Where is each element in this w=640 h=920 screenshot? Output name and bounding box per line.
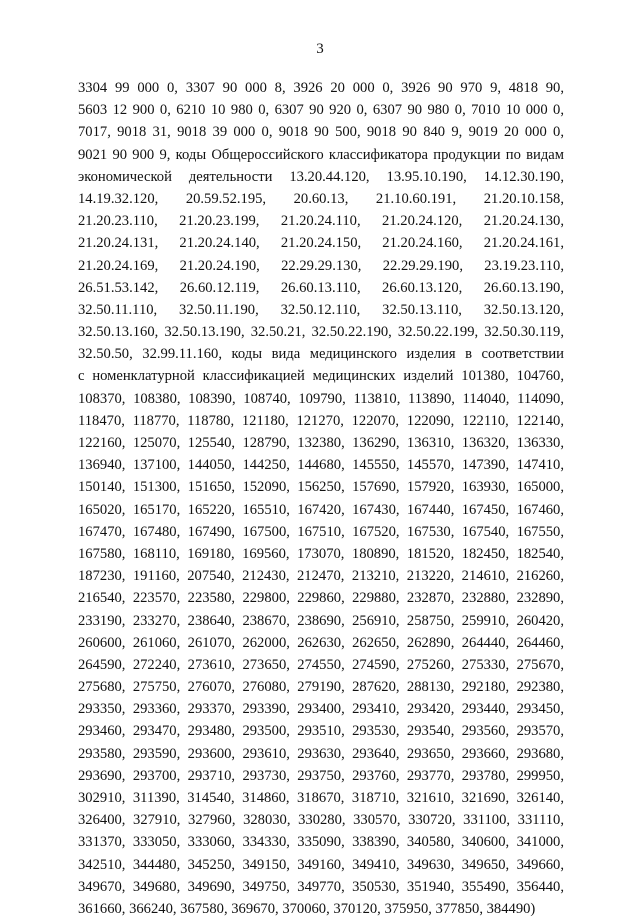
- text-line: 32.50.11.110, 32.50.11.190, 32.50.12.110, 32.50.13.110, 32.50.13.120,: [78, 301, 564, 318]
- text-line: 342510, 344480, 345250, 349150, 349160, 349410, 349630, 349650, 349660,: [78, 856, 564, 873]
- text-line: 167470, 167480, 167490, 167500, 167510, 167520, 167530, 167540, 167550,: [78, 523, 564, 540]
- text-line: 293690, 293700, 293710, 293730, 293750, 293760, 293770, 293780, 299950,: [78, 767, 564, 784]
- text-line: 264590, 272240, 273610, 273650, 274550, 274590, 275260, 275330, 275670,: [78, 656, 564, 673]
- text-line: 233190, 233270, 238640, 238670, 238690, 256910, 258750, 259910, 260420,: [78, 612, 564, 629]
- text-line: 260600, 261060, 261070, 262000, 262630, 262650, 262890, 264440, 264460,: [78, 634, 564, 651]
- text-line: 32.50.13.160, 32.50.13.190, 32.50.21, 32.50.22.190, 32.50.22.199, 32.50.30.119,: [78, 324, 564, 341]
- document-body-text: [78, 77, 564, 920]
- text-line: 3304 99 000 0, 3307 90 000 8, 3926 20 000 0, 3926 90 970 9, 4818 90,: [78, 80, 564, 96]
- text-line: экономической деятельности 13.20.44.120, 13.95.10.190, 14.12.30.190,: [78, 168, 564, 185]
- text-line: 118470, 118770, 118780, 121180, 121270, 122070, 122090, 122110, 122140,: [78, 412, 564, 429]
- text-line: 7017, 9018 31, 9018 39 000 0, 9018 90 500, 9018 90 840 9, 9019 20 000 0,: [78, 124, 564, 141]
- text-line: 167580, 168110, 169180, 169560, 173070, 180890, 181520, 182450, 182540,: [78, 545, 564, 562]
- text-line: 331370, 333050, 333060, 334330, 335090, 338390, 340580, 340600, 341000,: [78, 834, 564, 851]
- text-line: 150140, 151300, 151650, 152090, 156250, 157690, 157920, 163930, 165000,: [78, 479, 564, 496]
- text-line: 14.19.32.120, 20.59.52.195, 20.60.13, 21.10.60.191, 21.20.10.158,: [78, 190, 564, 207]
- text-line: 21.20.23.110, 21.20.23.199, 21.20.24.110, 21.20.24.120, 21.20.24.130,: [78, 213, 564, 230]
- text-line: 26.51.53.142, 26.60.12.119, 26.60.13.110, 26.60.13.120, 26.60.13.190,: [78, 279, 564, 296]
- text-line: 21.20.24.131, 21.20.24.140, 21.20.24.150, 21.20.24.160, 21.20.24.161,: [78, 235, 564, 252]
- text-line: 136940, 137100, 144050, 144250, 144680, 145550, 145570, 147390, 147410,: [78, 457, 564, 474]
- text-line: 361660, 366240, 367580, 369670, 370060, 370120, 375950, 377850, 384490): [78, 900, 536, 917]
- text-line: 9021 90 900 9, коды Общероссийского классификатора продукции по видам: [78, 146, 564, 163]
- text-line: 349670, 349680, 349690, 349750, 349770, 350530, 351940, 355490, 356440,: [78, 878, 564, 895]
- text-line: 293460, 293470, 293480, 293500, 293510, 293530, 293540, 293560, 293570,: [78, 723, 564, 740]
- text-line: 326400, 327910, 327960, 328030, 330280, 330570, 330720, 331100, 331110,: [78, 812, 564, 829]
- text-line: с номенклатурной классификацией медицинских изделий 101380, 104760,: [78, 368, 564, 385]
- text-line: 5603 12 900 0, 6210 10 980 0, 6307 90 920 0, 6307 90 980 0, 7010 10 000 0,: [78, 102, 564, 119]
- text-line: 275680, 275750, 276070, 276080, 279190, 287620, 288130, 292180, 292380,: [78, 679, 564, 696]
- text-line: 108370, 108380, 108390, 108740, 109790, 113810, 113890, 114040, 114090,: [78, 390, 564, 407]
- text-line: 165020, 165170, 165220, 165510, 167420, 167430, 167440, 167450, 167460,: [78, 501, 564, 518]
- text-line: 293350, 293360, 293370, 293390, 293400, 293410, 293420, 293440, 293450,: [78, 701, 564, 718]
- page-number: 3: [316, 41, 324, 57]
- text-line: 216540, 223570, 223580, 229800, 229860, 229880, 232870, 232880, 232890,: [78, 590, 564, 607]
- text-line: 21.20.24.169, 21.20.24.190, 22.29.29.130, 22.29.29.190, 23.19.23.110,: [78, 257, 564, 274]
- text-line: 187230, 191160, 207540, 212430, 212470, 213210, 213220, 214610, 216260,: [78, 568, 564, 585]
- text-line: 32.50.50, 32.99.11.160, коды вида медицинского изделия в соответствии: [78, 346, 564, 363]
- text-line: 302910, 311390, 314540, 314860, 318670, 318710, 321610, 321690, 326140,: [78, 790, 564, 806]
- text-line: 122160, 125070, 125540, 128790, 132380, 136290, 136310, 136320, 136330,: [78, 435, 564, 451]
- text-line: 293580, 293590, 293600, 293610, 293630, 293640, 293650, 293660, 293680,: [78, 745, 564, 762]
